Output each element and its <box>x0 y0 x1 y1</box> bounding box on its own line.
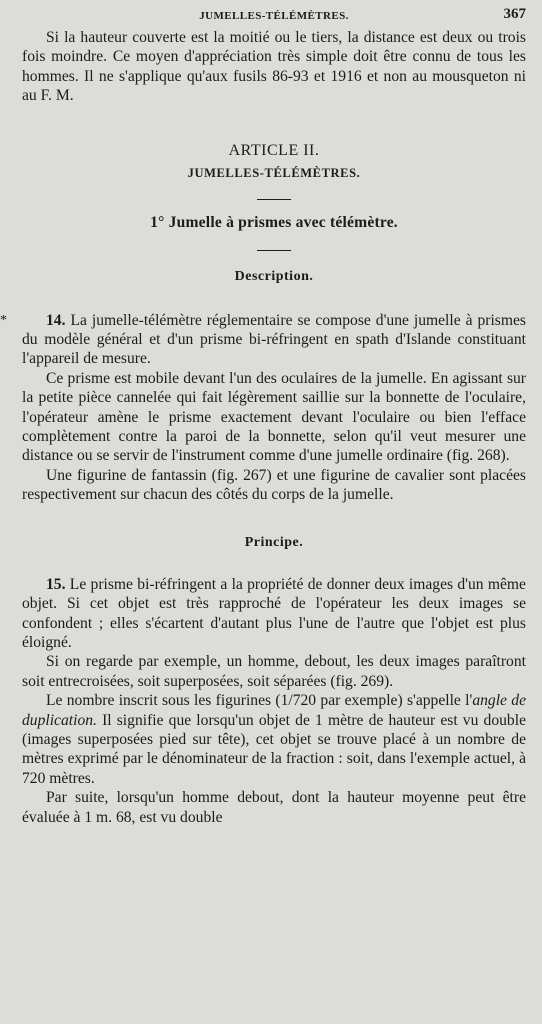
principe-heading: Principe. <box>244 534 304 550</box>
running-head <box>22 6 526 28</box>
divider-rule <box>257 250 291 251</box>
intro-paragraph: Si la hauteur couverte est la moitié ou le tiers, la distance est deux ou trois fois moindre. Ce moyen d'appréciation très simple doit être connu de tous les hommes. Il ne s'applique qu'aux fusils 86-93 et 1916 et non au mousqueton ni au F. M. <box>22 29 526 105</box>
page-number: 367 <box>503 6 526 22</box>
margin-asterisk: * <box>0 312 7 328</box>
article-title: ARTICLE II. <box>228 141 320 159</box>
description-heading: Description. <box>234 268 314 284</box>
paragraph-text: Par suite, lorsqu'un homme debout, dont la hauteur moyenne peut être évaluée à 1 m. 68, est vu double <box>22 789 526 826</box>
paragraph-15 <box>22 575 526 653</box>
paragraph-text: Ce prisme est mobile devant l'un des oculaires de la jumelle. En agissant sur la petite pièce cannelée qui fait légèrement saillie sur la bonnette de l'oculaire, l'opérateur amène le prisme exactement devant l'oculaire ou bien l'efface complètement contre la paroi de la bonnette, selon qu'il veut mesurer une distance ou se servir de l'instrument comme d'une jumelle ordinaire (fig. 268). <box>22 369 526 465</box>
duplication-paragraph <box>22 691 526 788</box>
paragraph-text: Le prisme bi-réfringent a la propriété de donner deux images d'un même objet. Si cet objet est très rapproché de l'opérateur les deux images se confondent ; elles s'écartent d'autant plus l'une de l'autre que l'objet est plus éloigné. <box>22 575 526 651</box>
paragraph-number: 14. <box>46 311 66 329</box>
paragraph-text: Une figurine de fantassin (fig. 267) et une figurine de cavalier sont placées respectivement sur chacun des côtés du corps de la jumelle. <box>22 466 526 504</box>
running-title: JUMELLES-TÉLÉMÈTRES. <box>199 10 349 22</box>
paragraph-text: Le nombre inscrit sous les figurines (1/720 par exemple) s'appelle l' <box>46 692 473 710</box>
paragraph-text: Si on regarde par exemple, un homme, debout, les deux images paraîtront soit entrecroisées, soit superposées, soit séparées (fig. 269). <box>22 653 526 690</box>
article-subtitle: JUMELLES-TÉLÉMÈTRES. <box>187 165 361 180</box>
paragraph-number: 15. <box>46 575 66 593</box>
paragraph-text: Il signifie que lorsqu'un objet de 1 mètre de hauteur est vu double (images superposées pied sur tête), cet objet se trouve placé à un nombre de mètres exprimé par le dénominateur de la fraction : soit, dans l'exemple actuel, à 720 mètres. <box>22 711 526 787</box>
paragraph-text: La jumelle-télémètre réglementaire se compose d'une jumelle à prismes du modèle général et d'un prisme bi-réfringent en spath d'Islande constituant l'appareil de mesure. <box>22 311 526 368</box>
section-heading: 1° Jumelle à prismes avec télémètre. <box>150 213 398 231</box>
italic-term: angle de duplication. <box>22 692 526 729</box>
paragraph-14 <box>0 311 526 369</box>
divider-rule <box>257 199 291 200</box>
